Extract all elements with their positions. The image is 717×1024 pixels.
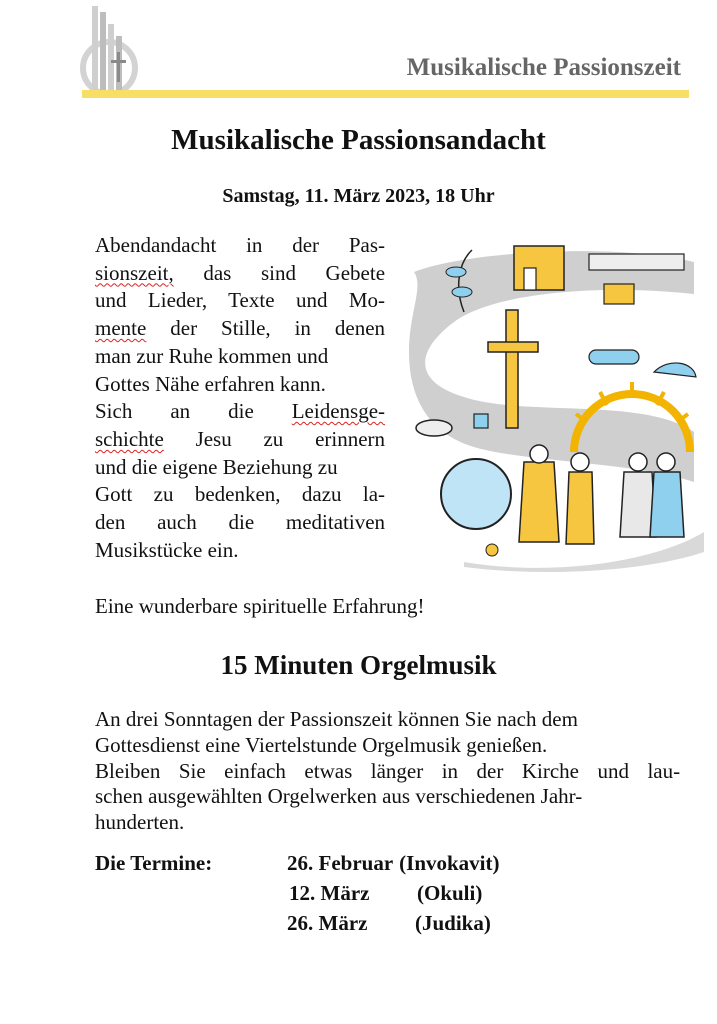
text-line: schichte Jesu zu erinnern [95,426,386,451]
text-line: Musikstücke ein. [95,537,239,562]
date-entry [287,851,500,876]
text-line: man zur Ruhe kommen und [95,343,329,368]
church-logo [78,2,140,102]
text-line: Abendandacht in der Pas- [95,233,386,257]
header-rule [82,90,689,98]
event-title: Musikalische Passionsandacht [171,124,546,156]
text-line: Gott zu bedenken, dazu la- [95,482,386,507]
organ-section-title: 15 Minuten Orgelmusik [220,650,497,680]
text-line: Bleiben Sie einfach etwas länger in der Kirche und lau- [95,758,681,783]
header-title: Musikalische Passionszeit [406,54,681,81]
text-line: schen ausgewählten Orgelwerken aus verschiedenen Jahr- [95,784,583,809]
text-line: und Lieder, Texte und Mo- [95,288,386,313]
date-value: 12. März [289,881,370,905]
date-value: 26. März [287,911,368,935]
text-line: An drei Sonntagen der Passionszeit können Sie nach dem [95,707,578,731]
event-date: Samstag, 11. März 2023, 18 Uhr [222,185,495,207]
dates-label: Die Termine: [95,851,213,875]
date-value: 26. Februar [287,851,394,875]
date-entry [289,881,482,906]
text-line: hunderten. [95,810,185,835]
date-sunday: (Okuli) [417,881,483,905]
text-line: sionszeit, das sind Gebete [95,260,386,285]
passion-illustration [404,232,709,572]
text-line: Gottesdienst eine Viertelstunde Orgelmusik genießen. [95,732,548,757]
closing-line: Eine wunderbare spirituelle Erfahrung! [95,594,425,618]
text-line: Sich an die Leidensge- [95,399,386,424]
date-sunday: (Judika) [415,911,491,935]
text-line: mente der Stille, in denen [95,316,386,341]
date-sunday: (Invokavit) [399,851,500,875]
text-line: Gottes Nähe erfahren kann. [95,371,326,396]
text-line: den auch die meditativen [95,510,386,535]
event-description [95,232,385,564]
organ-description [95,707,680,836]
date-entry [287,911,491,936]
text-line: und die eigene Beziehung zu [95,454,338,479]
